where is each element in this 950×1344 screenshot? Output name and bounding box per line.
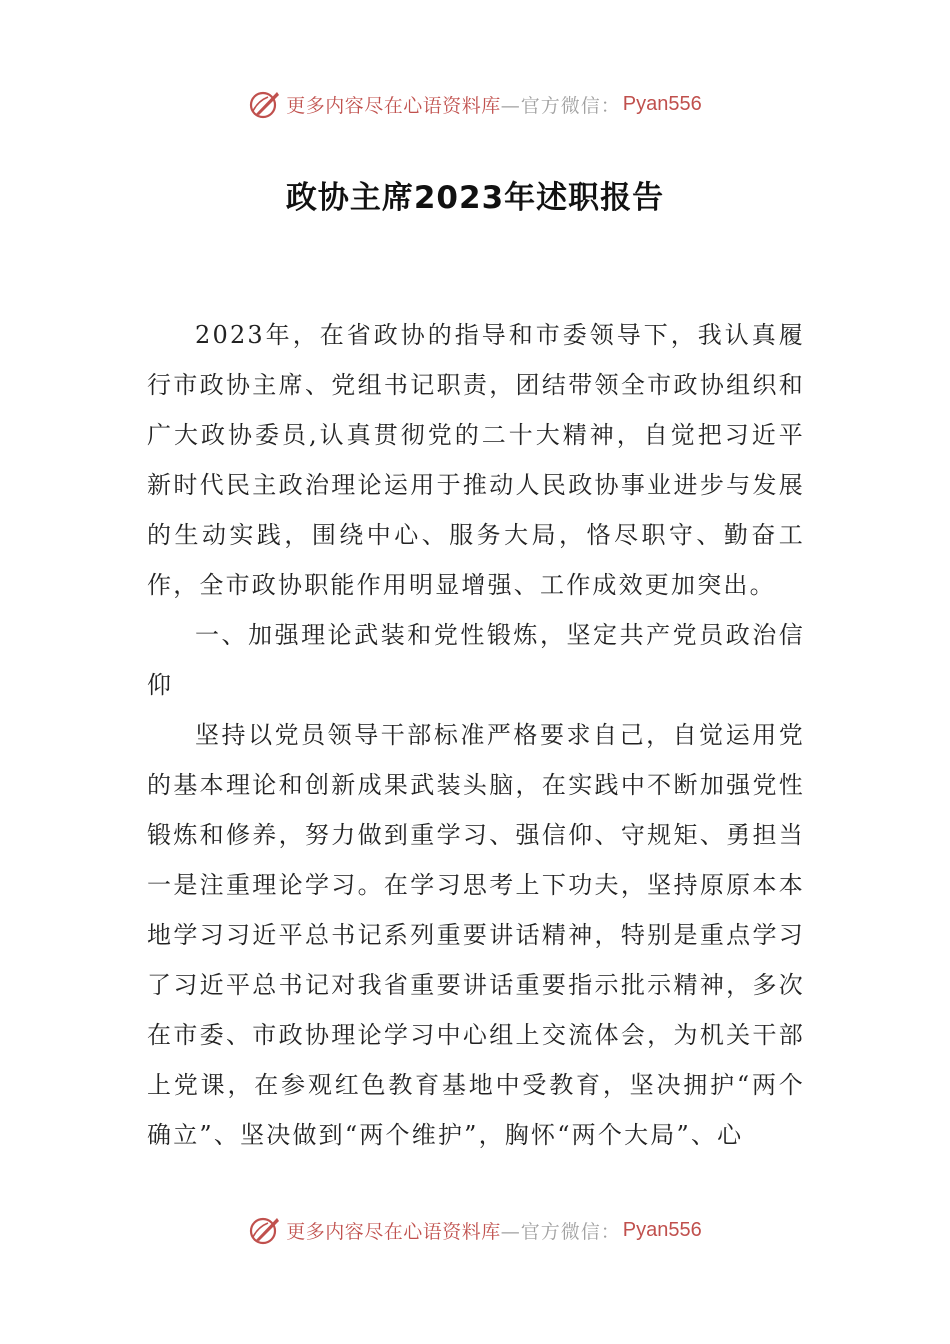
quill-logo-icon xyxy=(248,87,282,121)
paragraph-intro: 2023年，在省政协的指导和市委领导下，我认真履行市政协主席、党组书记职责，团结带领全市政协组织和广大政协委员,认真贯彻党的二十大精神，自觉把习近平新时代民主政治理论运用于推动人民政协事业进步与发展的生动实践，围绕中心、服务大局，恪尽职守、勤奋工作，全市政协职能作用明显增强、工作成效更加突出。 xyxy=(147,321,805,599)
paragraph-section-1: 坚持以党员领导干部标准严格要求自己，自觉运用党的基本理论和创新成果武装头脑，在实践中不断加强党性锻炼和修养，努力做到重学习、强信仰、守规矩、勇担当一是注重理论学习。在学习思考上下功夫，坚持原原本本地学习习近平总书记系列重要讲话精神，特别是重点学习了习近平总书记对我省重要讲话重要指示批示精神，多次在市委、市政协理论学习中心组上交流体会，为机关干部上党课，在参观红色教育基地中受教育，坚决拥护“两个确立”、坚决做到“两个维护”，胸怀“两个大局”、心 xyxy=(147,721,805,1149)
banner-text: 更多内容尽在心语资料库 xyxy=(286,94,501,117)
quill-logo-icon xyxy=(248,1213,282,1247)
banner-wechat-label: —官方微信： xyxy=(500,94,621,117)
banner-wechat-id: Pyan556 xyxy=(622,1218,702,1241)
footer-banner xyxy=(0,1210,950,1250)
header-banner xyxy=(0,84,950,124)
banner-wechat-label: —官方微信： xyxy=(500,1220,621,1243)
banner-text: 更多内容尽在心语资料库 xyxy=(286,1220,501,1243)
section-heading-1: 一、加强理论武装和党性锻炼，坚定共产党员政治信仰 xyxy=(147,621,805,699)
banner-wechat-id: Pyan556 xyxy=(622,92,702,115)
document-title: 政协主席2023年述职报告 xyxy=(285,180,665,216)
document-body xyxy=(147,310,805,1160)
